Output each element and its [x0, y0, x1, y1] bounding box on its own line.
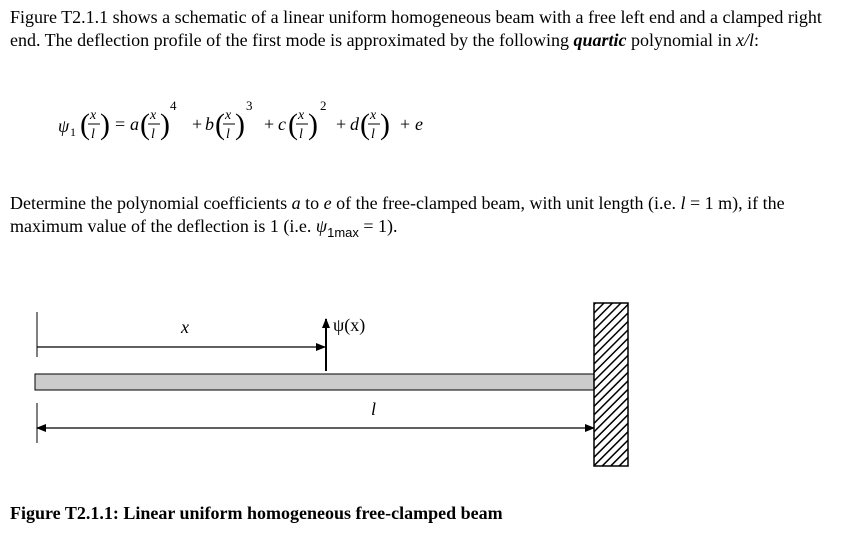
eq-plus-1: + [192, 114, 203, 134]
eq-psi: ψ [58, 116, 70, 136]
eq-den-5: l [371, 127, 375, 142]
eq-psi-sub: 1 [70, 125, 76, 139]
intro-text: Figure T2.1.1 shows a schematic of a linear uniform homogeneous beam with a free left end and a clamped right end. The deflection profile of the first mode is approximated by the following [10, 7, 822, 50]
eq-den-4: l [299, 127, 303, 142]
task-text-1: Determine the polynomial coefficients [10, 193, 292, 213]
beam [35, 374, 594, 390]
eq-paren-open-2: ( [140, 108, 150, 141]
eq-den-1: l [91, 127, 95, 142]
eq-paren-close-5: ) [380, 108, 390, 141]
problem-statement [10, 6, 825, 52]
coef-a-inline: a [291, 193, 301, 213]
eq-num-4: x [298, 108, 305, 123]
eq-coef-d: d [350, 114, 359, 134]
figure-caption: Figure T2.1.1: Linear uniform homogeneous free-clamped beam [10, 503, 503, 523]
eq-paren-open-3: ( [215, 108, 225, 141]
eq-plus-4: + [400, 114, 411, 134]
task-text-4: = 1). [358, 216, 398, 236]
eq-den-3: l [226, 127, 230, 142]
eq-coef-c: c [278, 114, 286, 134]
task-text-3: = 1 m), if the maximum value of the deflection is 1 (i.e. [10, 193, 785, 236]
eq-exp-2: 2 [320, 98, 327, 113]
eq-num-3: x [225, 108, 232, 123]
intro-colon: : [754, 30, 760, 50]
psi-sub-inline: 1max [327, 225, 359, 240]
beam-diagram [0, 295, 849, 475]
eq-plus-2: + [264, 114, 275, 134]
eq-num-5: x [370, 108, 377, 123]
eq-num-2: x [150, 108, 157, 123]
quartic-emphasis: quartic [573, 30, 627, 50]
eq-paren-close-2: ) [160, 108, 170, 141]
x-label: x [181, 317, 189, 337]
eq-paren-open-1: ( [80, 108, 90, 141]
eq-plus-3: + [336, 114, 347, 134]
eq-coef-a: a [130, 114, 139, 134]
eq-equals: = [115, 114, 126, 134]
eq-paren-open-4: ( [288, 108, 298, 141]
intro-text-2: polynomial in [626, 30, 737, 50]
task-to: to [300, 193, 324, 213]
eq-paren-open-5: ( [360, 108, 370, 141]
polynomial-equation [0, 92, 849, 160]
eq-paren-close-1: ) [100, 108, 110, 141]
psi-inline: ψ [315, 216, 328, 236]
clamped-wall [594, 303, 628, 466]
l-label: l [371, 399, 377, 419]
task-text-2: of the free-clamped beam, with unit length (i.e. [331, 193, 681, 213]
eq-den-2: l [151, 127, 155, 142]
task-statement [10, 192, 825, 239]
length-l-inline: l [680, 193, 686, 213]
eq-coef-b: b [205, 114, 214, 134]
eq-paren-close-4: ) [308, 108, 318, 141]
eq-num-1: x [90, 108, 97, 123]
eq-exp-3: 3 [246, 98, 253, 113]
eq-coef-e: e [415, 114, 423, 134]
eq-paren-close-3: ) [235, 108, 245, 141]
coef-e-inline: e [323, 193, 332, 213]
eq-exp-4: 4 [170, 98, 177, 113]
variable-x-over-l: x/l [736, 30, 755, 50]
psi-x-label: ψ(x) [333, 315, 366, 335]
